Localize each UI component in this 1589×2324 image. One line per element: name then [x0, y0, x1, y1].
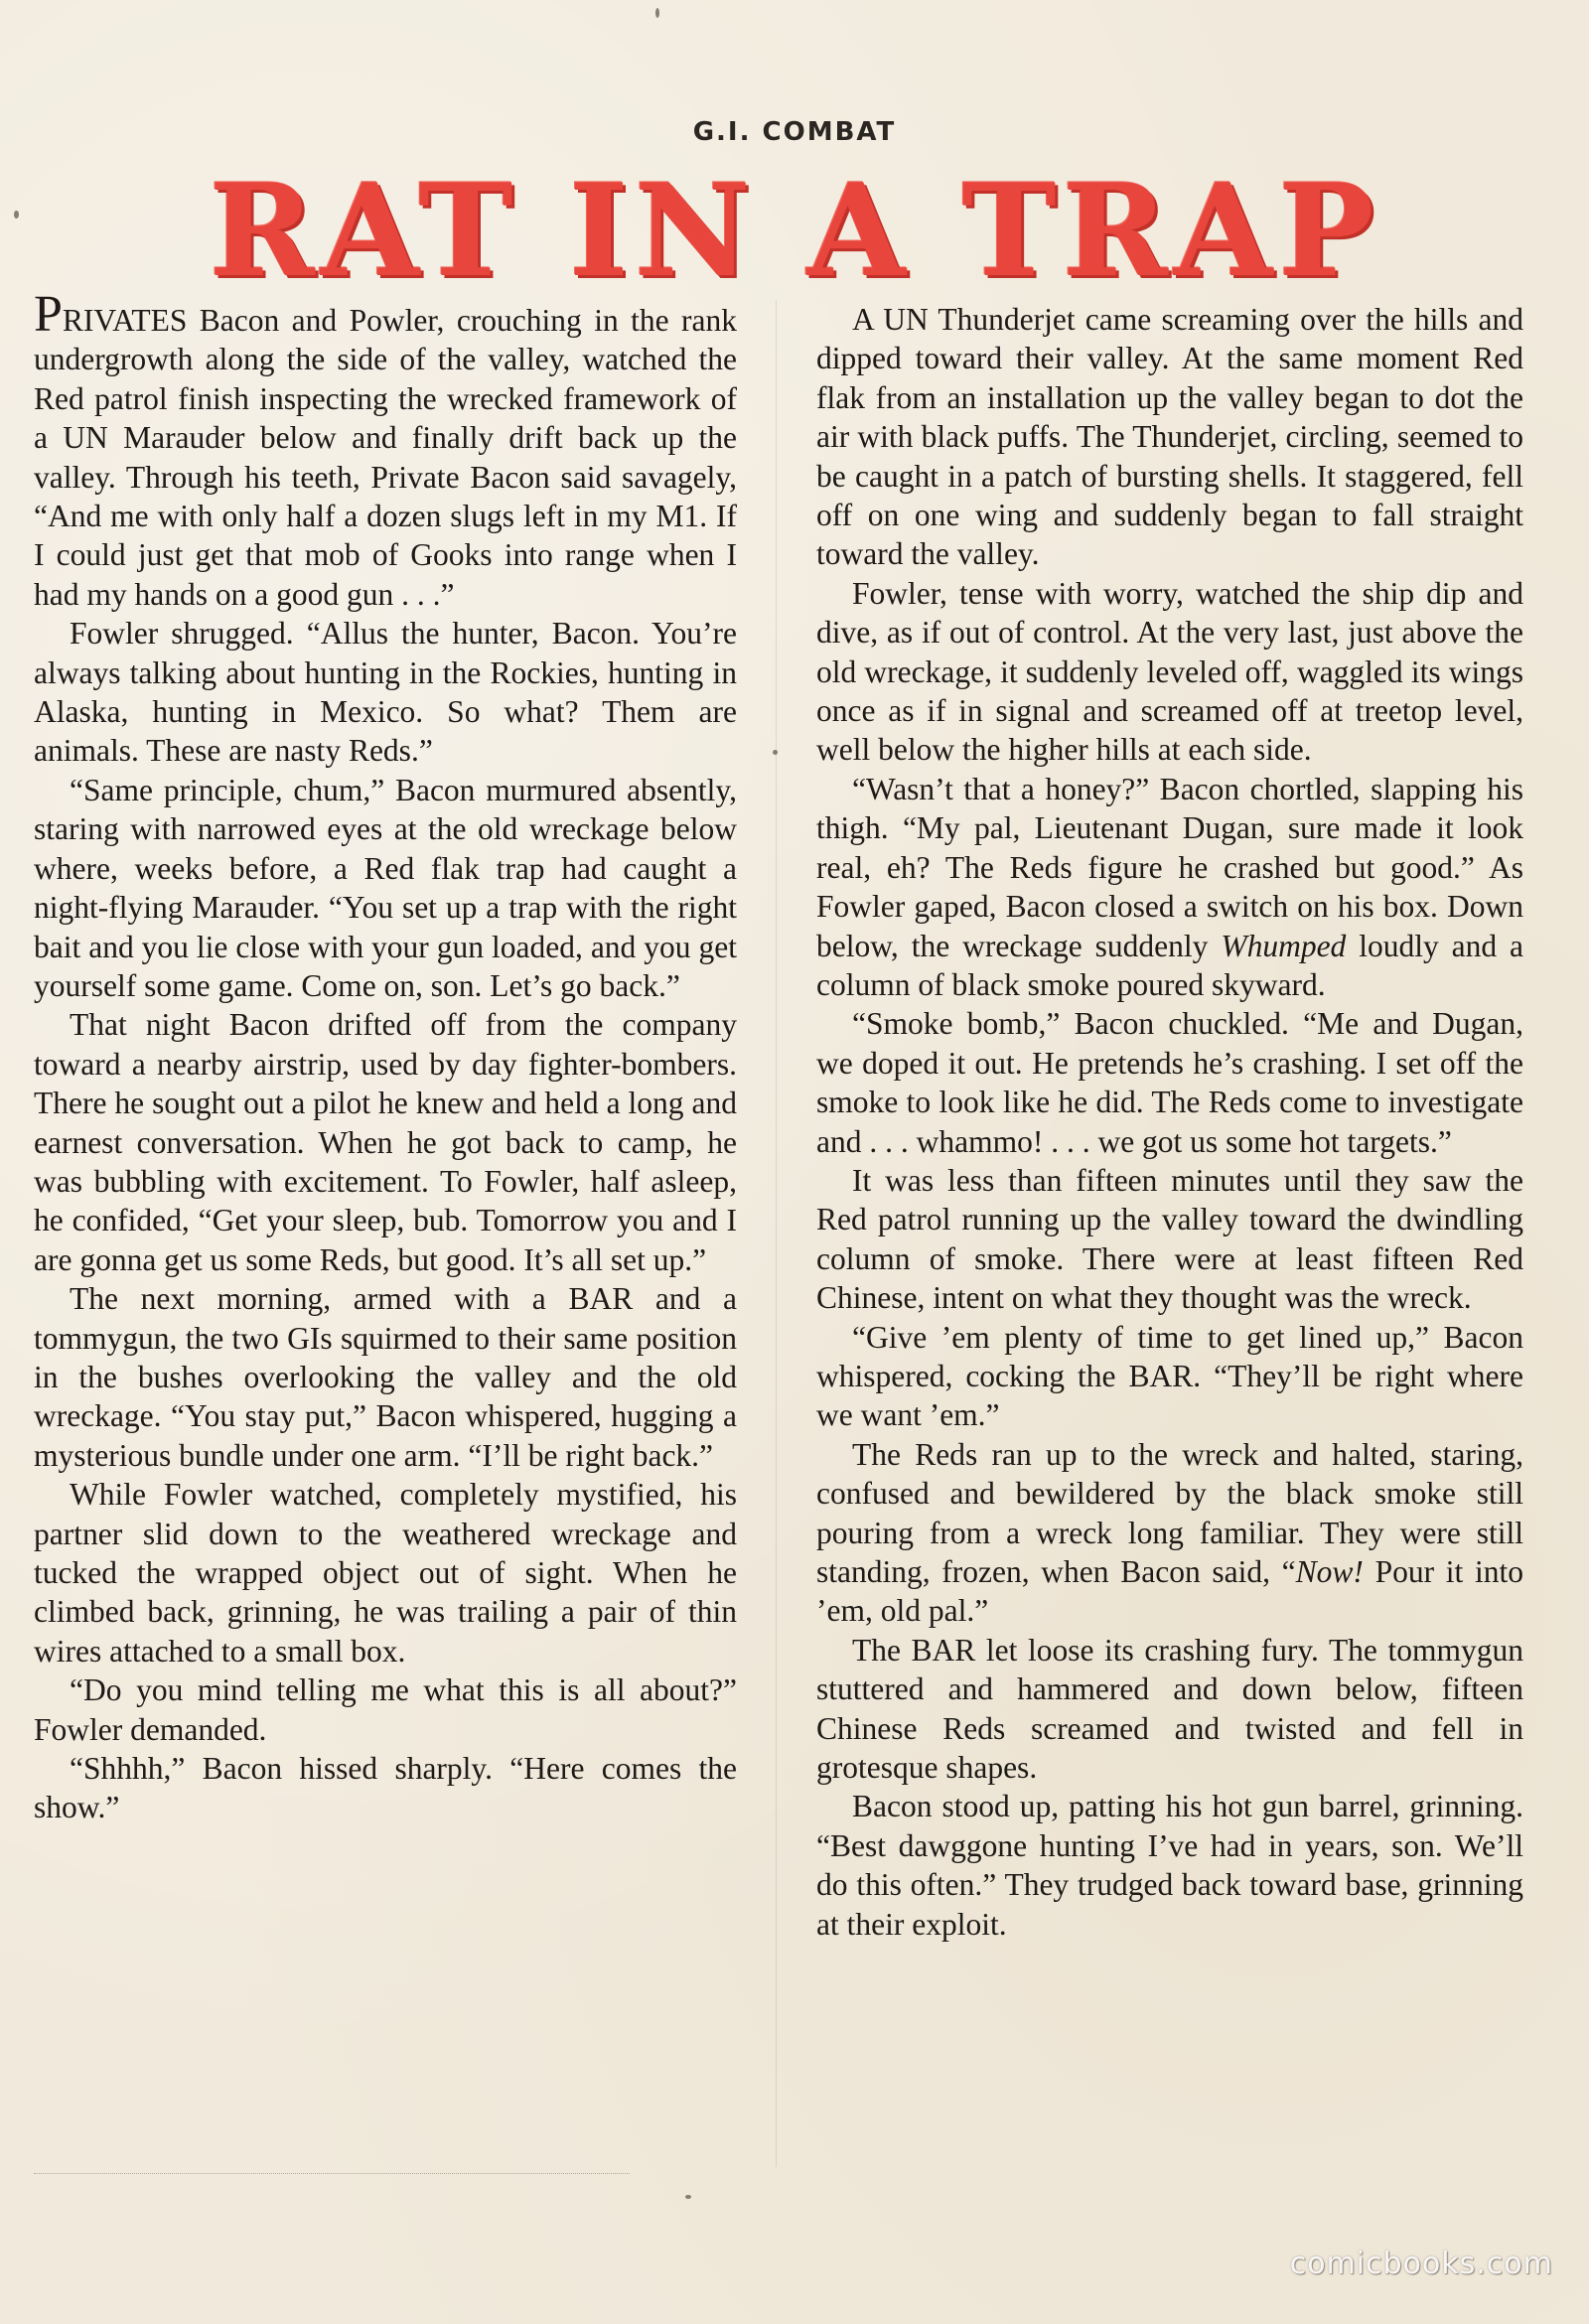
print-speck: [655, 8, 659, 18]
paragraph: A UN Thunderjet came screaming over the hills and dipped toward their valley. At the same moment Red flak from an installation up the valley began to dot the air with black puffs. The Thunderjet, circling, seemed to be caught in a patch of bursting shells. It staggered, fell off on one wing and suddenly began to fall straight toward the valley.: [816, 302, 1523, 572]
story-title: RAT IN A TRAP: [209, 157, 1380, 306]
emphasis-word: Now!: [1295, 1554, 1364, 1589]
paragraph: Fowler shrugged. “Allus the hunter, Bacon. You’re always talking about hunting in the Rockies, hunting in Alaska, hunting in Mexico. So what? Them are animals. These are nasty Reds.”: [34, 616, 737, 769]
paragraph-text: Pour it into ’em, old pal.”: [816, 1554, 1523, 1629]
masthead: G.I. COMBAT: [692, 117, 897, 147]
bottom-rule: [34, 2173, 630, 2175]
paragraph-text: “Wasn’t that a honey?” Bacon chortled, slapping his thigh. “My pal, Lieutenant Dugan, sure made it look real, eh? The Reds figure he crashed but good.” As Fowler gaped, Bacon closed a switch on his box. Down below, the wreckage suddenly: [816, 771, 1523, 963]
paragraph: The next morning, armed with a BAR and a tommygun, the two GIs squirmed to their same position in the bushes overlooking the valley and the old wreckage. “You stay put,” Bacon whispered, hugging a mysterious bundle under one arm. “I’ll be right back.”: [34, 1281, 737, 1473]
drop-cap: P: [34, 286, 63, 343]
left-column: [34, 286, 737, 1827]
paragraph: While Fowler watched, completely mystified, his partner slid down to the weathered wreckage and tucked the wrapped object out of sight. When he climbed back, grinning, he was trailing a pair of thin wires attached to a small box.: [34, 1477, 737, 1669]
print-speck: [685, 2195, 691, 2199]
paragraph: [34, 286, 737, 614]
paragraph: “Smoke bomb,” Bacon chuckled. “Me and Dugan, we doped it out. He pretends he’s crashing. I set off the smoke to look like he did. The Reds come to investigate and . . . whammo! . . . we got us some hot targets.”: [816, 1006, 1523, 1159]
column-gutter: [776, 300, 777, 2167]
right-column: [816, 300, 1523, 1944]
paragraph-text: loudly and a column of black smoke poured skyward.: [816, 928, 1523, 1002]
paragraph: [816, 770, 1523, 1004]
paragraph-text: RIVATES Bacon and Powler, crouching in the rank undergrowth along the side of the valley, watched the Red patrol finish inspecting the wrecked framework of a UN Marauder below and finally drift back up the valley. Through his teeth, Private Bacon said savagely, “And me with only half a dozen slugs left in my M1. If I could just get that mob of Gooks into range when I had my hands on a good gun . . .”: [34, 303, 737, 612]
paragraph: “Shhhh,” Bacon hissed sharply. “Here comes the show.”: [34, 1751, 737, 1825]
paragraph: Bacon stood up, patting his hot gun barrel, grinning. “Best dawggone hunting I’ve had in years, son. We’ll do this often.” They trudged back toward base, grinning at their exploit.: [816, 1789, 1523, 1942]
paragraph-text: The Reds ran up to the wreck and halted, staring, confused and bewildered by the black smoke still pouring from a wreck long familiar. They were still standing, frozen, when Bacon said, “: [816, 1436, 1523, 1589]
paragraph: It was less than fifteen minutes until they saw the Red patrol running up the valley toward the dwindling column of smoke. There were at least fifteen Red Chinese, intent on what they thought was the wreck.: [816, 1162, 1523, 1316]
paragraph: [816, 1435, 1523, 1631]
paragraph: “Give ’em plenty of time to get lined up,” Bacon whispered, cocking the BAR. “They’ll be right where we want ’em.”: [816, 1319, 1523, 1433]
sound-effect-word: Whumped: [1221, 928, 1347, 963]
paragraph: “Do you mind telling me what this is all about?” Fowler demanded.: [34, 1672, 737, 1747]
paragraph: The BAR let loose its crashing fury. The tommygun stuttered and hammered and down below, fifteen Chinese Reds screamed and twisted and fell in grotesque shapes.: [816, 1632, 1523, 1786]
print-speck: [14, 211, 19, 218]
print-speck: [773, 750, 778, 755]
watermark: comicbooks.com: [1289, 2247, 1553, 2281]
paragraph: That night Bacon drifted off from the company toward a nearby airstrip, used by day fighter-bombers. There he sought out a pilot he knew and held a long and earnest conversation. When he got back to camp, he was bubbling with excitement. To Fowler, half asleep, he confided, “Get your sleep, bub. Tomorrow you and I are gonna get us some Reds, but good. It’s all set up.”: [34, 1007, 737, 1277]
paragraph: “Same principle, chum,” Bacon murmured absently, staring with narrowed eyes at the old wreckage below where, weeks before, a Red flak trap had caught a night-flying Marauder. “You set up a trap with the right bait and you lie close with your gun loaded, and you get yourself some game. Come on, son. Let’s go back.”: [34, 772, 737, 1003]
paragraph: Fowler, tense with worry, watched the ship dip and dive, as if out of control. At the very last, just above the old wreckage, it suddenly leveled off, waggled its wings once as if in signal and screamed off at treetop level, well below the higher hills at each side.: [816, 575, 1523, 768]
